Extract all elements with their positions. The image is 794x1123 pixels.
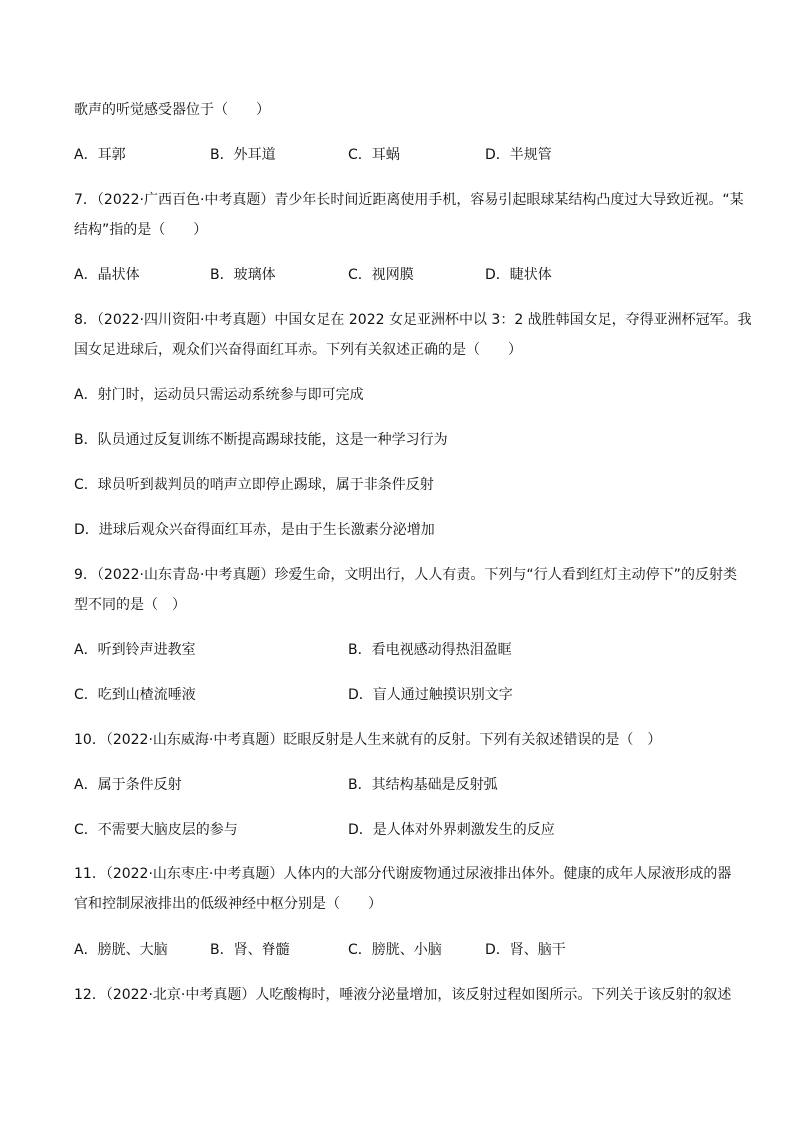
question-10-stem: 10．（2022·山东威海·中考真题）眨眼反射是人生来就有的反射。下列有关叙述错误的是（ ） [74,732,662,748]
question-8-option-a: A．射门时，运动员只需运动系统参与即可完成 [74,387,364,403]
question-7-stem-line-1: 7．（2022·广西百色·中考真题）青少年长时间近距离使用手机，容易引起眼球某结构凸度过大导致近视。“某 [74,192,744,208]
question-9-option-b: B．看电视感动得热泪盈眶 [348,642,512,658]
question-8-option-b: B．队员通过反复训练不断提高踢球技能，这是一种学习行为 [74,432,448,448]
question-7-option-c: C．视网膜 [348,267,414,283]
question-8-stem-line-2: 国女足进球后，观众们兴奋得面红耳赤。下列有关叙述正确的是（ ） [74,342,522,358]
question-11-option-c: C．膀胱、小脑 [348,942,442,958]
question-9-option-d: D．盲人通过触摸识别文字 [348,687,513,703]
question-9-stem-line-1: 9．（2022·山东青岛·中考真题）珍爱生命，文明出行，人人有责。下列与“行人看到红灯主动停下”的反射类 [74,567,737,583]
question-7-option-d: D．睫状体 [485,267,552,283]
question-12-stem-line-1: 12．（2022·北京·中考真题）人吃酸梅时，唾液分泌量增加，该反射过程如图所示。下列关于该反射的叙述 [74,987,732,1003]
option-b: B．外耳道 [210,147,276,163]
question-8-stem-line-1: 8．（2022·四川资阳·中考真题）中国女足在 2022 女足亚洲杯中以 3：2 战胜韩国女足，夺得亚洲杯冠军。我 [74,312,752,328]
question-7-option-a: A．晶状体 [74,267,140,283]
question-11-option-a: A．膀胱、大脑 [74,942,168,958]
question-11-option-b: B．肾、脊髓 [210,942,290,958]
question-8-option-d: D．进球后观众兴奋得面红耳赤，是由于生长激素分泌增加 [74,522,435,538]
question-7-option-b: B．玻璃体 [210,267,276,283]
question-9-option-a: A．听到铃声进教室 [74,642,196,658]
question-7-stem-line-2: 结构”指的是（ ） [74,222,208,238]
question-11-stem-line-1: 11．（2022·山东枣庄·中考真题）人体内的大部分代谢废物通过尿液排出体外。健康的成年人尿液形成的器 [74,866,732,882]
question-10-option-a: A．属于条件反射 [74,777,182,793]
question-11-option-d: D．肾、脑干 [485,942,566,958]
question-10-option-c: C．不需要大脑皮层的参与 [74,822,238,838]
question-8-option-c: C．球员听到裁判员的哨声立即停止踢球，属于非条件反射 [74,477,434,493]
question-10-option-b: B．其结构基础是反射弧 [348,777,498,793]
question-9-option-c: C．吃到山楂流唾液 [74,687,196,703]
option-a: A．耳郭 [74,147,126,163]
option-c: C．耳蜗 [348,147,400,163]
option-d: D．半规管 [485,147,552,163]
question-11-stem-line-2: 官和控制尿液排出的低级神经中枢分别是（ ） [74,896,382,912]
question-10-option-d: D．是人体对外界刺激发生的反应 [348,822,555,838]
question-9-stem-line-2: 型不同的是（ ） [74,597,186,613]
question-stem: 歌声的听觉感受器位于（ ） [74,102,270,118]
